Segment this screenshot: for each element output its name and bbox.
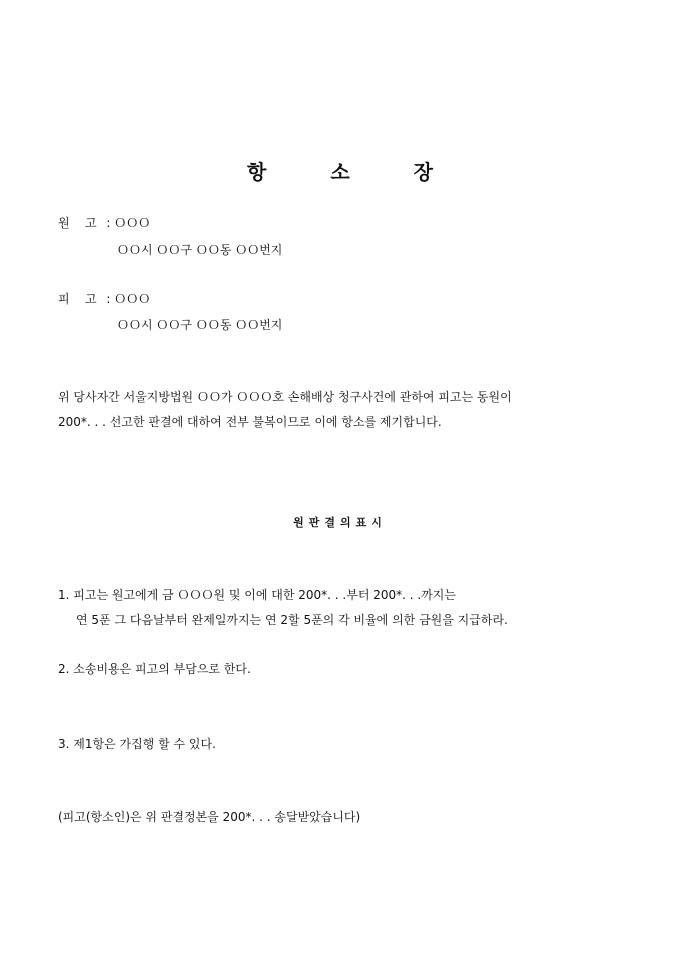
body-line-1: 위 당사자간 서울지방법원 ＯＯ가 ＯＯＯ호 손해배상 청구사건에 관하여 피고는 동원이 xyxy=(58,390,512,404)
plaintiff-separator: : xyxy=(106,216,111,230)
plaintiff-label-char1: 원 xyxy=(58,216,70,230)
defendant-separator: : xyxy=(106,292,111,306)
defendant-row xyxy=(58,292,150,306)
plaintiff-address: ＯＯ시 ＯＯ구 ＯＯ동 ＯＯ번지 xyxy=(117,243,283,257)
plaintiff-row xyxy=(58,216,150,230)
item-2: 2. 소송비용은 피고의 부담으로 한다. xyxy=(58,662,251,676)
document-title: 항소장 xyxy=(247,160,497,184)
section-title: 원판결의표시 xyxy=(293,516,387,529)
item-3: 3. 제1항은 가집행 할 수 있다. xyxy=(58,737,216,751)
defendant-label-char2: 고 xyxy=(85,292,97,306)
item-1-line-1: 1. 피고는 원고에게 금 ＯＯＯ원 및 이에 대한 200*. . .부터 200*. . .까지는 xyxy=(58,588,456,602)
defendant-label-char1: 피 xyxy=(58,292,70,306)
item-1-line-2: 연 5푼 그 다음날부터 완제일까지는 연 2할 5푼의 각 비율에 의한 금원을 지급하라. xyxy=(76,613,508,627)
plaintiff-label-char2: 고 xyxy=(85,216,97,230)
plaintiff-name: ＯＯＯ xyxy=(114,216,151,230)
defendant-address: ＯＯ시 ＯＯ구 ＯＯ동 ＯＯ번지 xyxy=(117,318,283,332)
body-line-2: 200*. . . 선고한 판결에 대하여 전부 불복이므로 이에 항소를 제기합니다. xyxy=(58,415,442,429)
defendant-name: ＯＯＯ xyxy=(114,292,151,306)
service-note: (피고(항소인)은 위 판결정본을 200*. . . 송달받았습니다) xyxy=(58,810,361,824)
